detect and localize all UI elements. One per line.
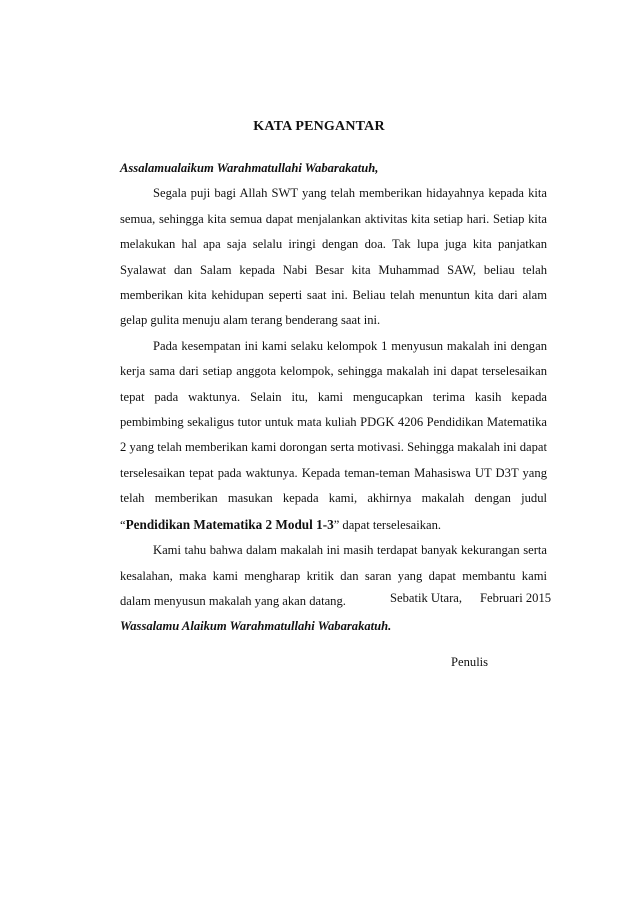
paragraph-2-text: Pada kesempatan ini kami selaku kelompok 1 menyusun makalah ini dengan kerja sama dari setiap anggota kelompok, sehingga makalah ini dapat terselesaikan tepat pada waktunya. Selain itu, kami mengucapkan terima kasih kepada pembimbing sekaligus tutor untuk mata kuliah PDGK 4206 Pendidikan Matematika 2 yang telah memberikan kami dorongan serta motivasi. Sehingga makalah ini dapat terselesaikan tepat pada waktunya. Kepada teman-teman Mahasiswa UT D3T yang telah memberikan masukan kepada kami, akhirnya makalah dengan judul “ <box>120 338 547 532</box>
paragraph-2-end: ” dapat terselesaikan. <box>333 517 442 532</box>
paragraph-2 <box>120 334 547 538</box>
paragraph-3: Kami tahu bahwa dalam makalah ini masih terdapat banyak kekurangan serta kesalahan, maka kami mengharap kritik dan saran yang dapat membantu kami dalam menyusun makalah yang akan datang. <box>120 543 547 608</box>
opening-greeting: Assalamualaikum Warahmatullahi Wabarakatuh, <box>120 161 379 175</box>
signer-label: Penulis <box>451 655 489 669</box>
page-title: KATA PENGANTAR <box>253 119 385 134</box>
document-body <box>120 156 547 640</box>
date-text: Februari 2015 <box>480 591 552 605</box>
module-title: Pendidikan Matematika 2 Modul 1-3 <box>125 516 334 532</box>
closing-greeting: Wassalamu Alaikum Warahmatullahi Wabarakatuh. <box>120 619 392 634</box>
place-date <box>390 591 551 606</box>
paragraph-1: Segala puji bagi Allah SWT yang telah memberikan hidayahnya kepada kita semua, sehingga kita semua dapat menjalankan aktivitas kita setiap hari. Setiap kita melakukan hal apa saja selalu iringi dengan doa. Tak lupa juga kita panjatkan Syalawat dan Salam kepada Nabi Besar kita Muhammad SAW, beliau telah memberikan kita kehidupan seperti saat ini. Beliau telah menuntun kita dari alam gelap gulita menuju alam terang benderang saat ini. <box>120 186 547 328</box>
place-text: Sebatik Utara, <box>390 591 463 605</box>
